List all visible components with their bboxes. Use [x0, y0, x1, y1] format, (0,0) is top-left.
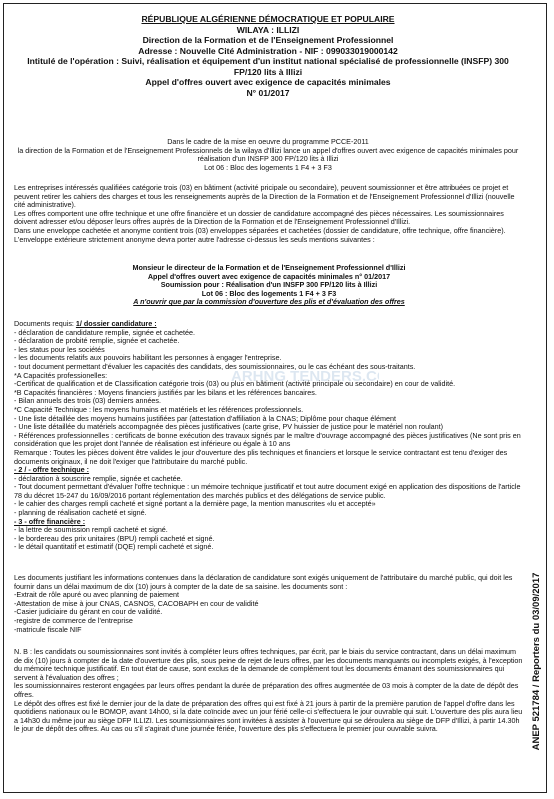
- offre-financiere-title: - 3 - offre financière :: [14, 516, 86, 526]
- wilaya-line: WILAYA : ILLIZI: [236, 24, 300, 35]
- intro-line: Lot 06 : Bloc des logements 1 F4 + 3 F3: [204, 162, 332, 172]
- paragraph-line: Les offres comportent une offre technique et une offre financière et un dossier de candidature accompagné des pièces nécessaires. Les soumissionnaires doivent adresser et/ou déposer leurs offres auprès de la Direction de la Formation et de l'Enseignement Professionnel d'Illizi.: [14, 208, 504, 227]
- doc-line: - les documents relatifs aux pouvoirs habilitant les personnes à engager l'entreprise.: [14, 353, 282, 363]
- documents-list: [14, 320, 524, 552]
- paragraph-line: les soumissionnaires resteront engagées par leurs offres pendant la durée de préparation des offres augmentée de 03 mois à compter de la date de dépôt des offres.: [14, 681, 519, 699]
- conditions-paragraph: [14, 184, 524, 244]
- doc-line: - Références professionnelles : certificats de bonne exécution des travaux signés par le maître d'ouvrage accompagné des pièces justificatives (Ne sont pris en considération que les projet dont l'année de réalisation est inférieure ou égale à 10 ans: [14, 430, 521, 449]
- doc-line: - le bordereau des prix unitaires (BPU) rempli cacheté et signé.: [14, 533, 215, 543]
- mention-line: Monsieur le directeur de la Formation et de l'Enseignement Professionnel d'Illizi: [132, 263, 406, 272]
- paragraph-line: -matricule fiscale NIF: [14, 624, 82, 634]
- paragraph-line: Dans une enveloppe cachetée et anonyme contient trois (03) enveloppes séparées et cachetées (dossier de candidature, offre technique, offre financière). L'enveloppe extérieure strictement anonyme devra porter autre l'adresse ci-dessus les seuls mentions suivantes :: [14, 225, 506, 244]
- doc-line: - la lettre de soumission rempli cacheté et signé.: [14, 525, 168, 535]
- mention-line: Soumission pour : Réalisation d'un INSFP 300 FP/120 lits à Illizi: [160, 280, 378, 290]
- appel-line: Appel d'offres ouvert avec exigence de capacités minimales: [145, 77, 391, 87]
- notice-header: [4, 14, 532, 98]
- intro-line: la direction de la Formation et de l'Enseignement Professionnels de la wilaya d'Illizi lance un appel d'offres ouvert avec exigence de capacités minimales pour réalisation d'un INSFP 300 FP/120 lits à Illizi: [17, 145, 519, 164]
- doc-line: - Une liste détaillée des moyens humains justifiées par (attestation d'affiliation à la CNAS; Diplôme pour chaque élément: [14, 413, 396, 423]
- documents-prefix: Documents requis:: [14, 319, 76, 328]
- paragraph-line: -Casier judiciaire du gérant en cour de validité.: [14, 607, 163, 617]
- doc-line: *A Capacités professionelles:: [14, 370, 108, 380]
- watermark-text: ARHNG TENDERS.C: [231, 368, 377, 385]
- watermark-logo: [229, 364, 379, 404]
- notice-number: N° 01/2017: [246, 87, 290, 98]
- paragraph-line: Le dépôt des offres est fixé le dernier jour de la date de préparation des offres qui est fixé à 21 jours à partir de la première parution de l'appel d'offre dans les quotidiens nationaux ou le BOMOP, avant 14h00, si la date coïncide avec un jour férié celle-ci s'effectuera le jour ouvrable qui suit. L'ouverture des plis aura lieu a 14h30 du même jour au siège DFP ILLIZI. Les soumissionnaires sont invitées à assister à l'ouverture qui se déroulera au siège de DFP d'Illizi, à partir 14.30h le jour de dépôt des offres. Au cas ou s'il s'agirait d'une journée fériée, l'ouverture des plis s'effectuera le premier jour ouvrable suivra.: [14, 698, 523, 734]
- side-credit: [526, 544, 544, 789]
- candidature-title: 1/ dossier candidature :: [75, 319, 157, 328]
- doc-line: - Tout document permettant d'évaluer l'offre technique : un mémoire technique justificatif et tout autre document exigé en application des dispositions de l'article 78 du décret 15-247 du 16/09/2016 portant réglementation des marchés publics et des délégations de service public.: [14, 482, 521, 500]
- watermark-graphic: [229, 364, 379, 404]
- doc-line: - tout document permettant d'évaluer les capacités des candidats, des soumissionnaires, ou le cas échéant des sous-traitants.: [14, 361, 416, 371]
- side-credit-text: ANEP 521784 / Reporters du 03/09/2017: [531, 572, 542, 751]
- doc-line: - déclaration de candidature remplie, signée et cachetée.: [14, 327, 195, 337]
- nb-paragraph: [14, 648, 524, 734]
- doc-line: - les status pour les sociétés: [14, 344, 105, 354]
- mention-line: Lot 06 : Bloc des logements 1 F4 + 3 F3: [201, 288, 337, 298]
- doc-line: - Bilan annuels des trois (03) derniers années.: [14, 396, 162, 406]
- republic-title: RÉPUBLIQUE ALGÉRIENNE DÉMOCRATIQUE ET POPULAIRE: [141, 14, 395, 24]
- attributaire-paragraph: [14, 574, 524, 634]
- doc-line: -Certificat de qualification et de Classification catégorie trois (03) ou plus en bâtiment (activité principale ou secondaire) en cour de validité.: [14, 379, 456, 389]
- doc-line: *C Capacité Technique : les moyens humains et matériels et les références professionnels.: [14, 404, 304, 414]
- paragraph-line: Les entreprises intéressés qualifiées catégorie trois (03) en bâtiment (activité pricipale ou secondaire), peuvent soumissionner et être attribuées ce projet et peuvent retirer les cahiers des charges et tous les renseignements auprès de la Direction de la Formation et de l'Enseignement Professionnel d'Illizi (nouvelle cité administrative).: [14, 183, 515, 210]
- direction-line: Direction de la Formation et de l'Enseignement Professionnel: [142, 35, 394, 45]
- paragraph-line: N. B : les candidats ou soumissionnaires sont invités à compléter leurs offres techniques, par écrit, par le biais du service contractant, dans un délai maximum de dix (10) jours à compter de la date d'ouverture des plis, sous peine de rejet de leurs offres, par les documents manquants ou incomplets exigés, à l'exception du mémoire technique justificatif. En tout état de cause, sont exclus de la demande de complément tout les documents émanant des soumissionnaires qui servent à l'évaluation des offres ;: [14, 647, 523, 682]
- doc-line: - planning de réalisation cacheté et signé.: [14, 508, 147, 518]
- mention-line: Appel d'offres ouvert avec exigence de capacités minimales n° 01/2017: [147, 271, 391, 281]
- mention-line: A n'ouvrir que par la commission d'ouverture des plis et d'évaluation des offres: [133, 297, 405, 307]
- doc-line: - déclaration à souscrire remplie, signée et cachetée.: [14, 473, 183, 483]
- doc-line: Remarque : Toutes les pièces doivent être valides le jour d'ouverture des plis techniques et financiers et lorsque le service contractant est tenu d'exiger des documents originaux, il ne doit l'exiger que l'attributaire du marché public.: [14, 447, 508, 466]
- offre-technique-title: - 2 / - offre technique :: [14, 465, 90, 475]
- intro-line: Dans le cadre de la mise en oeuvre du programme PCCE-2011: [167, 137, 369, 146]
- operation-line: Intitulé de l'opération : Suivi, réalisation et équipement d'un institut national spécialisé de professionnelle (INSFP) 300 FP/120 lits à Illizi: [27, 56, 509, 77]
- envelope-mention: [14, 264, 524, 307]
- paragraph-line: Les documents justifiant les informations contenues dans la déclaration de candidature sont exigés uniquement de l'attributaire du marché public, qui doit les fournir dans un délai maximum de dix (10) jours à compter de la date de sa saisine. les documents sont :: [14, 573, 513, 591]
- doc-line: *B Capacités financières : Moyens financiers justifiés par les bilans et les références bancaires.: [14, 387, 317, 397]
- address-line: Adresse : Nouvelle Cité Administration - NIF : 099033019000142: [138, 45, 398, 56]
- notice-frame: [3, 3, 547, 793]
- paragraph-line: -Attestation de mise à jour CNAS, CASNOS, CACOBAPH en cour de validité: [14, 598, 259, 608]
- doc-line: - déclaration de probité remplie, signée et cachetée.: [14, 336, 180, 346]
- intro-block: [14, 138, 522, 172]
- paragraph-line: -registre de commerce de l'entreprise: [14, 615, 133, 625]
- doc-line: - Une liste détaillée du matériels accompagnée des pièces justificatives (carte grise, PV huissier de justice pour le matériel non roulant): [14, 422, 444, 432]
- paragraph-line: -Extrait de rôle apuré ou avec planning de paiement: [14, 590, 180, 600]
- doc-line: - le cahier des charges rempli cacheté et signé portant a la dernière page, la mention manuscrites «lu et accepté»: [14, 499, 376, 509]
- doc-line: - le détail quantitatif et estimatif (DQE) rempli cacheté et signé.: [14, 542, 214, 552]
